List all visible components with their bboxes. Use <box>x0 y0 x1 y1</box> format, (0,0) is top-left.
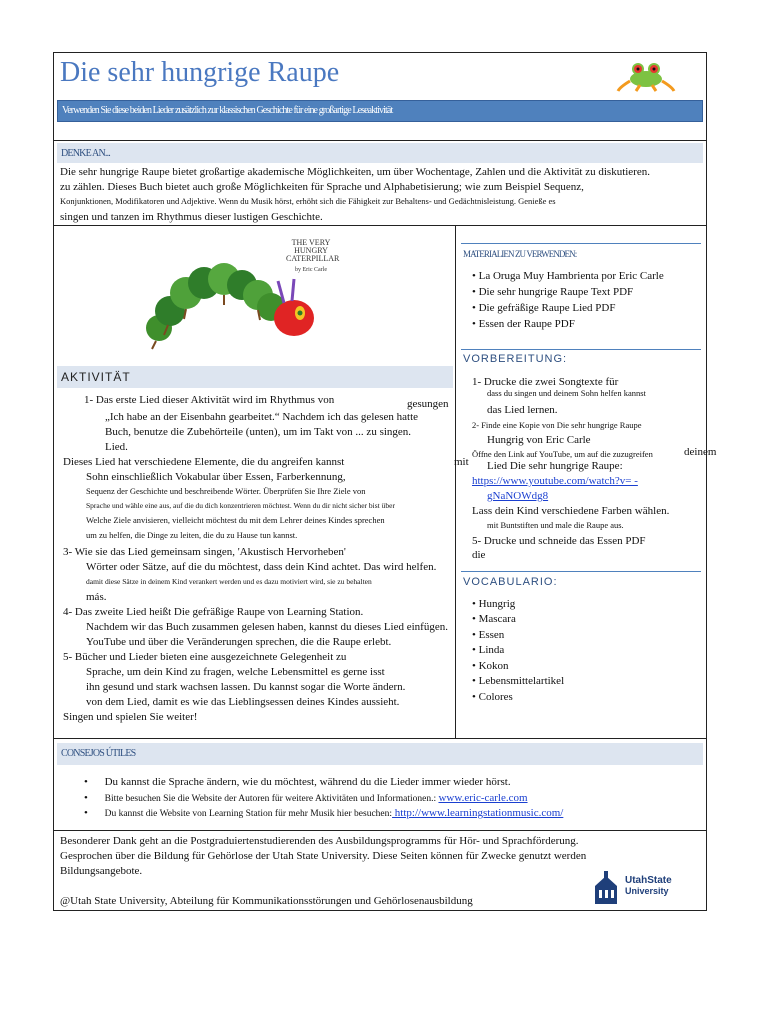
cover-title-line: HUNGRY <box>294 246 328 255</box>
think-line: Die sehr hungrige Raupe bietet großartige akademische Möglichkeiten, um über Wochentage, Zahlen und die Aktivität zu diskutieren. <box>60 166 650 178</box>
bullet-icon: • <box>84 807 88 819</box>
usu-logo <box>589 870 689 906</box>
activity-line: damit diese Sätze in deinem Kind verankert werden und es dazu motiviert wird, sie zu behalten <box>86 577 372 586</box>
prep-line: deinem <box>684 446 717 458</box>
activity-line: Nachdem wir das Buch zusammen gelesen haben, kannst du dieses Lied einfügen. <box>86 621 448 633</box>
footer-line: Bildungsangebote. <box>60 865 143 877</box>
activity-line: más. <box>86 591 107 603</box>
divider <box>461 571 701 572</box>
eric-carle-link[interactable]: www.eric-carle.com <box>438 792 528 804</box>
tip-text: Du kannst die Sprache ändern, wie du möchtest, während du die Lieder immer wieder hörst. <box>104 776 511 788</box>
document-page <box>53 52 717 911</box>
prep-line: dass du singen und deinem Sohn helfen kannst <box>487 388 646 398</box>
activity-text <box>54 393 486 733</box>
activity-line: Sprache und wähle eine aus, auf die du dich konzentrieren möchtest. Wenn du dir nicht sicher bist über <box>86 501 395 510</box>
logo-line: University <box>625 886 669 896</box>
page-title: Die sehr hungrige Raupe <box>60 57 340 88</box>
think-line: Konjunktionen, Modifikatoren und Adjektive. Wenn du Musik hörst, erhöht sich die Fähigkeit zur Behaltens- und Gedächtnisleistung. Genieße es <box>60 196 556 206</box>
prep-line: Lass dein Kind verschiedene Farben wählen. <box>472 505 670 517</box>
activity-line: 4- Das zweite Lied heißt Die gefräßige Raupe von Learning Station. <box>63 606 364 618</box>
divider <box>54 830 706 831</box>
logo-line: UtahState <box>625 875 672 886</box>
activity-line: Dieses Lied hat verschiedene Elemente, die du angreifen kannst <box>63 456 345 468</box>
activity-line: ihn gesund und stark wachsen lassen. Du kannst sogar die Worte ändern. <box>86 681 406 693</box>
prep-line: 1- Drucke die zwei Songtexte für <box>472 376 619 388</box>
think-line: singen und tanzen im Rhythmus dieser lustigen Geschichte. <box>60 211 323 223</box>
activity-line: Welche Ziele anvisieren, vielleicht möchtest du mit dem Lehrer deines Kindes sprechen <box>86 515 385 525</box>
divider <box>461 243 701 244</box>
activity-line: von dem Lied, damit es wie das Lieblingsessen deines Kindes aussieht. <box>86 696 400 708</box>
bullet-icon: • <box>84 776 88 788</box>
divider <box>54 225 706 226</box>
prep-line: mit Buntstiften und male die Raupe aus. <box>487 520 624 530</box>
prep-line: 2- Finde eine Kopie von Die sehr hungrige Raupe <box>472 420 642 430</box>
list-item: • Essen <box>472 629 505 641</box>
cover-title-line: CATERPILLAR <box>286 254 340 263</box>
prep-line: Hungrig von Eric Carle <box>487 434 591 446</box>
activity-line: Sohn einschließlich Vokabular über Essen, Farberkennung, <box>86 471 346 483</box>
list-item: • Kokon <box>472 660 509 672</box>
list-item: • Essen der Raupe PDF <box>472 318 575 330</box>
prep-line: das Lied lernen. <box>487 404 558 416</box>
activity-heading-bar <box>57 366 453 388</box>
vocabulary-heading: VOCABULARIO: <box>463 576 558 588</box>
list-item <box>84 791 528 806</box>
youtube-link[interactable]: https://www.youtube.com/watch?v= - <box>472 475 638 487</box>
tips-heading: CONSEJOS ÚTILES <box>61 748 136 759</box>
preparation-heading: VORBEREITUNG: <box>463 353 568 365</box>
activity-line: Lied. <box>105 441 128 453</box>
tip-text: Du kannst die Website von Learning Station für mehr Musik hier besuchen: <box>104 809 393 819</box>
think-heading-bar <box>57 143 703 163</box>
list-item: • Die sehr hungrige Raupe Text PDF <box>472 286 634 298</box>
think-heading: DENKE AN... <box>61 148 110 159</box>
cover-title <box>286 238 340 274</box>
prep-line: Öffne den Link auf YouTube, um auf die zuzugreifen <box>472 449 653 459</box>
bullet-icon: • <box>84 792 88 804</box>
activity-line: Sprache, um dein Kind zu fragen, welche Lebensmittel es gerne isst <box>86 666 385 678</box>
activity-line: gesungen <box>407 398 449 410</box>
usu-building-icon <box>589 870 623 904</box>
footer-line: Besonderer Dank geht an die Postgraduiertenstudierenden des Ausbildungsprogramms für Hör- und Sprachförderung. <box>60 835 579 847</box>
materials-heading: MATERIALIEN ZU VERWENDEN: <box>463 249 577 259</box>
activity-line: Buch, benutze die Zubehörteile (unten), um im Takt von ... zu singen. <box>105 426 412 438</box>
list-item: • Hungrig <box>472 598 516 610</box>
list-item <box>84 775 511 790</box>
activity-line: Sequenz der Geschichte und beschreibende Wörter. Überprüfen Sie Ihre Ziele von <box>86 486 366 496</box>
list-item: • Linda <box>472 644 505 656</box>
activity-line: YouTube und über die Veränderungen sprechen, die die Raupe erlebt. <box>86 636 392 648</box>
tip-text: Bitte besuchen Sie die Website der Autoren für weitere Aktivitäten und Informationen.: <box>104 794 439 804</box>
divider <box>54 738 706 739</box>
book-cover-illustration <box>134 233 340 363</box>
subtitle-text: Verwenden Sie diese beiden Lieder zusätzlich zur klassischen Geschichte für eine großartige Leseaktivität <box>62 105 393 116</box>
frog-icon <box>614 57 676 93</box>
cover-author: by Eric Carle <box>295 267 327 273</box>
list-item: • Colores <box>472 691 513 703</box>
activity-line: „Ich habe an der Eisenbahn gearbeitet.“ Nachdem ich das gelesen hatte <box>105 411 419 423</box>
youtube-link-continued[interactable]: gNaNOWdg8 <box>487 490 549 502</box>
activity-line: 1- Das erste Lied dieser Aktivität wird im Rhythmus von <box>84 394 335 406</box>
divider <box>54 140 706 141</box>
prep-line: Lied Die sehr hungrige Raupe: <box>487 460 623 472</box>
activity-line: Singen und spielen Sie weiter! <box>63 711 198 723</box>
activity-line: mit <box>454 456 469 468</box>
activity-line: um zu helfen, die Dinge zu leiten, die du zu Hause tun kannst. <box>86 530 298 540</box>
divider <box>461 349 701 350</box>
prep-line: 5- Drucke und schneide das Essen PDF <box>472 535 646 547</box>
cover-title-line: THE VERY <box>291 238 331 247</box>
activity-heading: AKTIVITÄT <box>61 370 131 384</box>
list-item: • Die gefräßige Raupe Lied PDF <box>472 302 616 314</box>
list-item: • La Oruga Muy Hambrienta por Eric Carle <box>472 270 664 282</box>
footer-line: Gesprochen über die Bildung für Gehörlose der Utah State University. Diese Seiten können für Zwecke genutzt werden <box>60 850 587 862</box>
think-line: zu zählen. Dieses Buch bietet auch große Möglichkeiten für Sprache und Alphabetisierung; wie zum Beispiel Sequenz, <box>60 181 584 193</box>
tips-heading-bar <box>57 743 703 765</box>
activity-line: 3- Wie sie das Lied gemeinsam singen, 'Akustisch Hervorheben' <box>63 546 346 558</box>
activity-line: Wörter oder Sätze, auf die du möchtest, dass dein Kind achtet. Das wird helfen. <box>86 561 437 573</box>
learning-station-link[interactable]: http://www.learningstationmusic.com/ <box>392 807 564 819</box>
footer-credit: @Utah State University, Abteilung für Kommunikationsstörungen und Gehörlosenausbildung <box>60 895 473 907</box>
activity-line: 5- Bücher und Lieder bieten eine ausgezeichnete Gelegenheit zu <box>63 651 347 663</box>
list-item: • Mascara <box>472 613 516 625</box>
subtitle-bar <box>57 100 703 122</box>
list-item <box>84 806 563 821</box>
list-item: • Lebensmittelartikel <box>472 675 565 687</box>
activity-line: die <box>472 549 486 561</box>
